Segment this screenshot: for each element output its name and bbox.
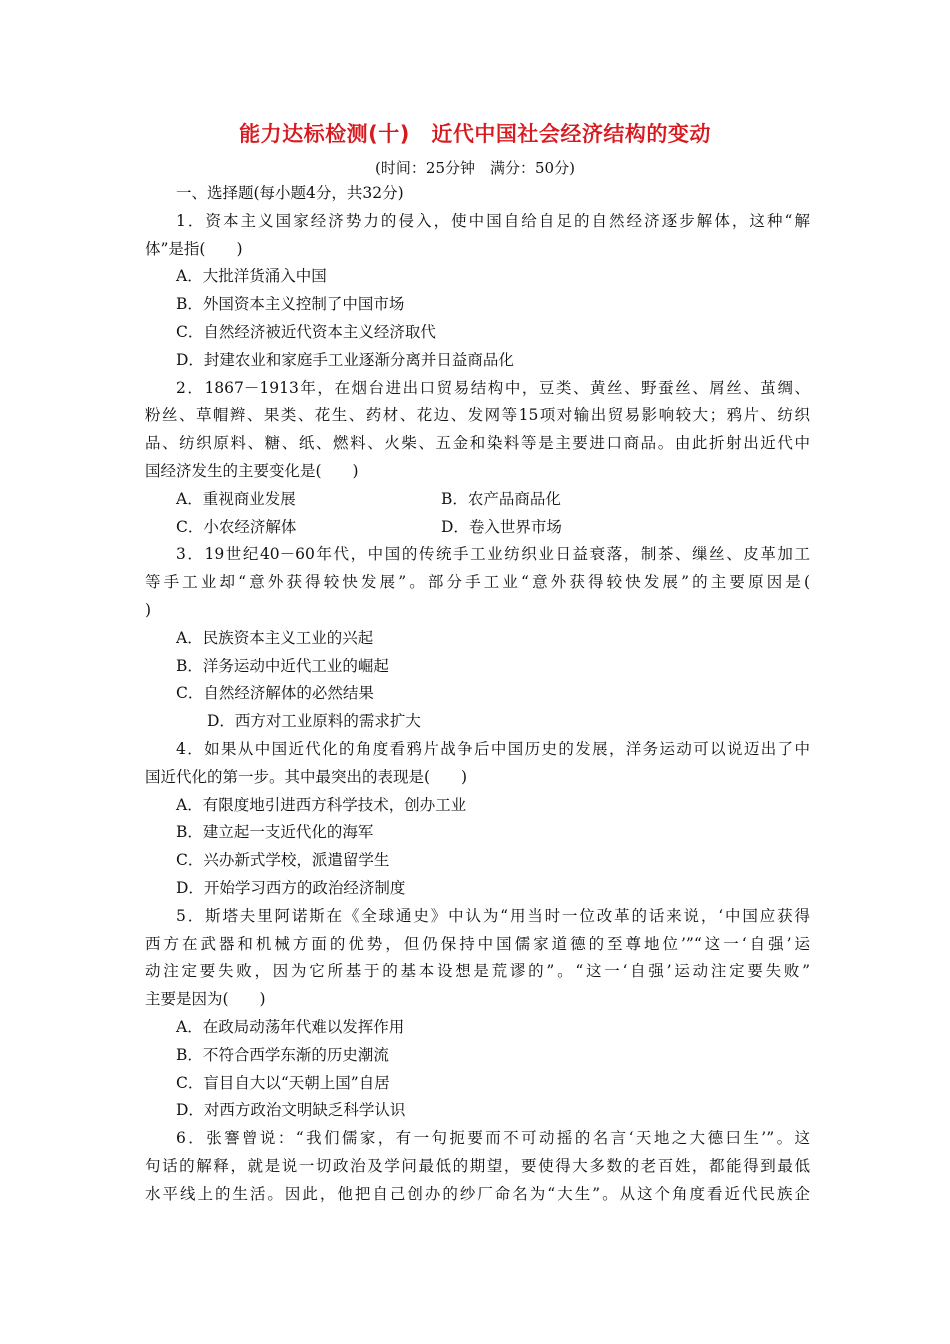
question-text: 1．资本主义国家经济势力的侵入，使中国自给自足的自然经济逐步解体，这种“解 <box>176 211 810 230</box>
option-c: C．盲目自大以“天朝上国”自居 <box>176 1073 390 1092</box>
document-body <box>145 180 810 1208</box>
question-4 <box>145 736 810 903</box>
option-b: B．外国资本主义控制了中国市场 <box>176 295 405 314</box>
option-b: B．不符合西学东渐的历史潮流 <box>176 1045 389 1064</box>
question-text: 国经济发生的主要变化是( ) <box>145 461 359 480</box>
question-text: 动注定要失败，因为它所基于的基本设想是荒谬的”。“这一‘自强’运动注定要失败” <box>145 962 810 981</box>
option-d: D．封建农业和家庭手工业逐渐分离并日益商品化 <box>176 350 514 369</box>
option-d: D．对西方政治文明缺乏科学认识 <box>176 1101 406 1120</box>
option-d: D．西方对工业原料的需求扩大 <box>207 712 421 731</box>
page-title: 能力达标检测(十) 近代中国社会经济结构的变动 <box>239 122 711 146</box>
option-a: A．大批洋货涌入中国 <box>176 267 327 286</box>
option-row <box>145 486 810 514</box>
option-a: A．重视商业发展 <box>176 489 296 508</box>
question-text: 体”是指( ) <box>145 239 243 258</box>
question-text: 品、纺织原料、糖、纸、燃料、火柴、五金和染料等是主要进口商品。由此折射出近代中 <box>145 434 810 453</box>
question-5 <box>145 903 810 1125</box>
question-text: 句话的解释，就是说一切政治及学问最低的期望，要使得大多数的老百姓，都能得到最低 <box>145 1156 810 1175</box>
option-c: C．自然经济解体的必然结果 <box>176 684 374 703</box>
question-text: 3．19世纪40－60年代，中国的传统手工业纺织业日益衰落，制茶、缫丝、皮革加工 <box>176 545 810 564</box>
question-text: 4．如果从中国近代化的角度看鸦片战争后中国历史的发展，洋务运动可以说迈出了中 <box>176 739 810 758</box>
question-text: 国近代化的第一步。其中最突出的表现是( ) <box>145 767 468 786</box>
section-heading: 一、选择题(每小题4分，共32分) <box>176 184 404 202</box>
option-d: D．开始学习西方的政治经济制度 <box>176 878 406 897</box>
question-text: 6．张謇曾说：“我们儒家，有一句扼要而不可动摇的名言‘天地之大德曰生’”。这 <box>176 1129 810 1148</box>
option-b: B．洋务运动中近代工业的崛起 <box>176 656 389 675</box>
option-a: A．在政局动荡年代难以发挥作用 <box>176 1017 405 1036</box>
option-b: B．建立起一支近代化的海军 <box>176 823 374 842</box>
question-3 <box>145 541 810 736</box>
option-a: A．民族资本主义工业的兴起 <box>176 628 374 647</box>
question-text: ) <box>145 600 152 619</box>
question-text: 粉丝、草帽辫、果类、花生、药材、花边、发网等15项对输出贸易影响较大；鸦片、纺织 <box>145 406 810 425</box>
option-row <box>145 514 810 542</box>
option-d: D．卷入世界市场 <box>441 517 562 536</box>
option-a: A．有限度地引进西方科学技术，创办工业 <box>176 795 467 814</box>
question-2 <box>145 375 810 542</box>
question-text: 等手工业却“意外获得较快发展”。部分手工业“意外获得较快发展”的主要原因是( <box>145 573 810 592</box>
question-text: 水平线上的生活。因此，他把自己创办的纱厂命名为“大生”。从这个角度看近代民族企 <box>145 1184 810 1203</box>
option-b: B．农产品商品化 <box>441 489 561 508</box>
question-6 <box>145 1125 810 1208</box>
question-text: 西方在武器和机械方面的优势，但仍保持中国儒家道德的至尊地位’”“这一‘自强’运 <box>145 934 810 953</box>
question-text: 2．1867－1913年，在烟台进出口贸易结构中，豆类、黄丝、野蚕丝、屑丝、茧绸、 <box>176 378 810 397</box>
option-c: C．小农经济解体 <box>176 517 297 536</box>
option-c: C．兴办新式学校，派遣留学生 <box>176 851 390 870</box>
page-subtitle: (时间：25分钟 满分：50分) <box>375 159 575 177</box>
question-1 <box>145 208 810 375</box>
question-text: 主要是因为( ) <box>145 990 266 1009</box>
option-c: C．自然经济被近代资本主义经济取代 <box>176 322 436 341</box>
question-text: 5．斯塔夫里阿诺斯在《全球通史》中认为“用当时一位改革的话来说，‘中国应获得 <box>176 906 810 925</box>
